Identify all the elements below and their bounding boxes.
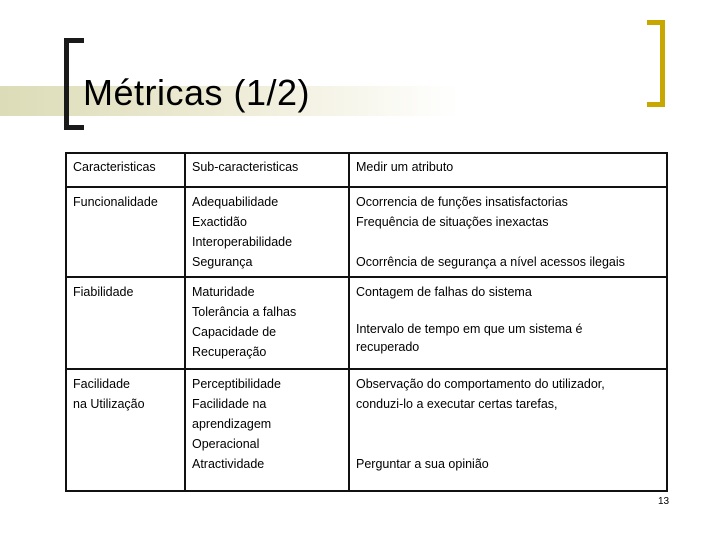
sub-characteristic: Adequabilidade (192, 195, 279, 209)
characteristic-text: na Utilização (73, 397, 145, 411)
characteristic-cell (66, 187, 185, 277)
right-bracket-decoration (647, 20, 665, 107)
measure-cell (349, 369, 667, 491)
characteristic-text: Funcionalidade (73, 195, 158, 209)
measure-text: Contagem de falhas do sistema (356, 285, 532, 299)
measure-text: Ocorrencia de funções insatisfactorias (356, 195, 568, 209)
measure-cell (349, 277, 667, 369)
sub-characteristic: aprendizagem (192, 417, 272, 431)
sub-characteristic: Maturidade (192, 285, 255, 299)
sub-characteristics-cell (185, 369, 349, 491)
header-measure-attribute: Medir um atributo (349, 153, 667, 187)
sub-characteristic: Facilidade na (192, 397, 267, 411)
sub-characteristic: Operacional (192, 437, 260, 451)
sub-characteristic: Segurança (192, 255, 253, 269)
sub-characteristic: Interoperabilidade (192, 235, 293, 249)
sub-characteristics-cell (185, 187, 349, 277)
measure-text: Observação do comportamento do utilizador, (356, 377, 605, 391)
header-sub-characteristics: Sub-caracteristicas (185, 153, 349, 187)
sub-characteristic: Recuperação (192, 345, 267, 359)
table-header-row (66, 153, 667, 187)
table-row (66, 369, 667, 491)
table-row (66, 187, 667, 277)
left-bracket-decoration (64, 38, 84, 130)
slide-title: Métricas (1/2) (83, 72, 311, 113)
measure-text: Perguntar a sua opinião (356, 457, 489, 471)
sub-characteristics-cell (185, 277, 349, 369)
sub-characteristic: Capacidade de (192, 325, 277, 339)
measure-text: conduzi-lo a executar certas tarefas, (356, 397, 558, 411)
measure-text: Frequência de situações inexactas (356, 215, 549, 229)
characteristic-text: Facilidade (73, 377, 130, 391)
measure-text: Intervalo de tempo em que um sistema é (356, 322, 583, 336)
measure-text: recuperado (356, 340, 420, 354)
sub-characteristic: Exactidão (192, 215, 247, 229)
measure-cell (349, 187, 667, 277)
measure-text: Ocorrência de segurança a nível acessos ilegais (356, 255, 625, 269)
header-characteristics: Caracteristicas (66, 153, 185, 187)
metrics-table (65, 152, 668, 492)
characteristic-text: Fiabilidade (73, 285, 134, 299)
table-row (66, 277, 667, 369)
sub-characteristic: Tolerância a falhas (192, 305, 297, 319)
characteristic-cell (66, 369, 185, 491)
sub-characteristic: Perceptibilidade (192, 377, 281, 391)
characteristic-cell (66, 277, 185, 369)
page-number: 13 (658, 496, 670, 507)
sub-characteristic: Atractividade (192, 457, 265, 471)
